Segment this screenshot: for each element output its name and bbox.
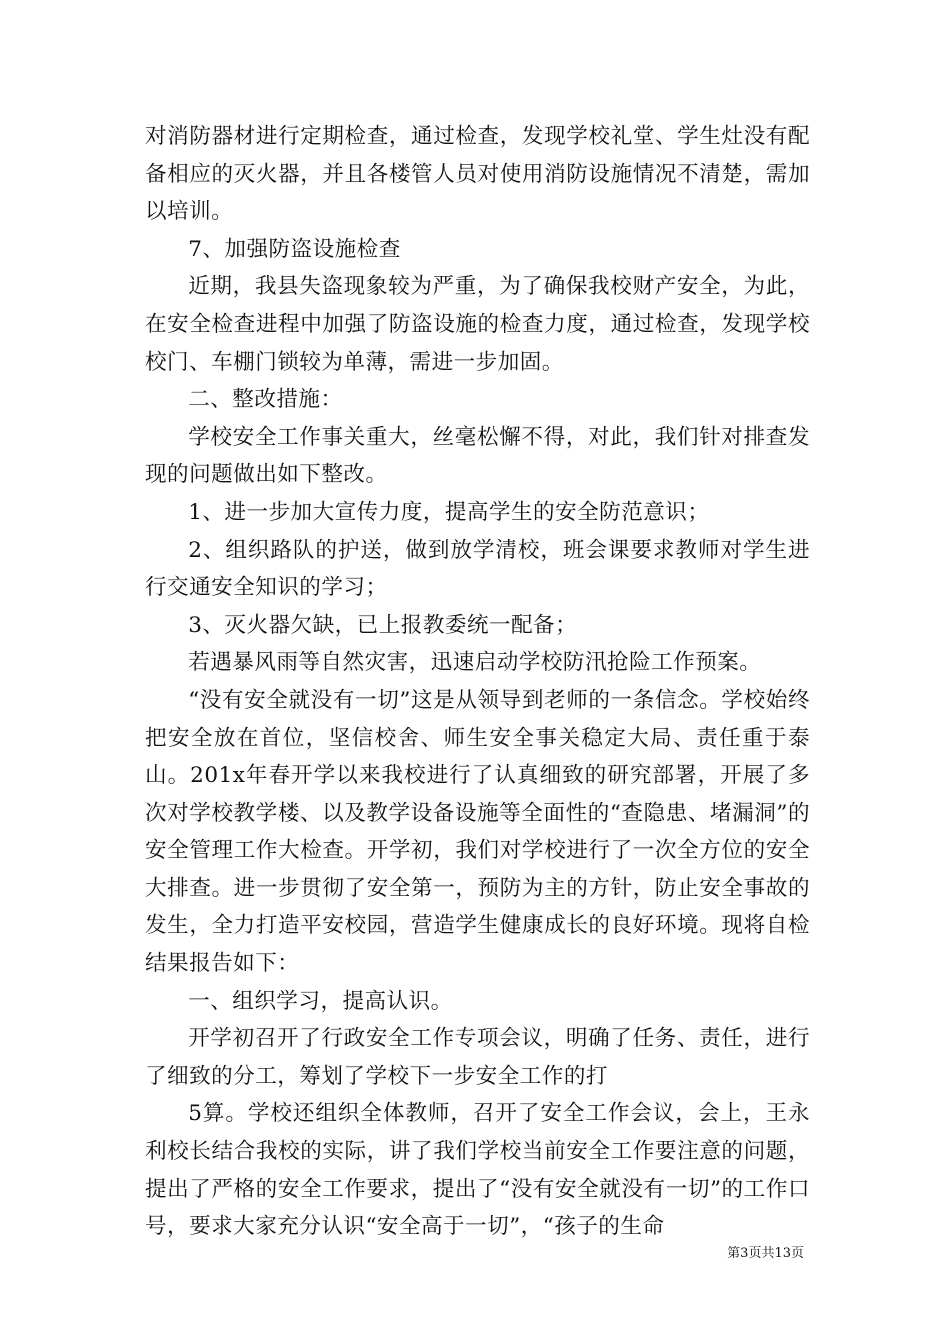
section-heading: 二、整改措施： bbox=[188, 387, 343, 413]
paragraph: 开学初召开了行政安全工作专项会议，明确了任务、责任，进行了细致的分工，筹划了学校下一步安全工作的打 bbox=[145, 1026, 810, 1089]
document-body bbox=[145, 118, 810, 1246]
paragraph: 5算。学校还组织全体教师，召开了安全工作会议，会上，王永利校长结合我校的实际，讲了我们学校当前安全工作要注意的问题，提出了严格的安全工作要求，提出了“没有安全就没有一切”的工作口号，要求大家充分认识“安全高于一切”，“孩子的生命 bbox=[145, 1101, 810, 1240]
list-item: 2、组织路队的护送，做到放学清校，班会课要求教师对学生进行交通安全知识的学习； bbox=[145, 537, 810, 601]
paragraph: 学校安全工作事关重大，丝毫松懈不得，对此，我们针对排查发现的问题做出如下整改。 bbox=[145, 424, 810, 488]
paragraph: 近期，我县失盗现象较为严重，为了确保我校财产安全，为此，在安全检查进程中加强了防盗设施的检查力度，通过检查，发现学校校门、车棚门锁较为单薄，需进一步加固。 bbox=[145, 274, 810, 375]
list-item: 3、灭火器欠缺，已上报教委统一配备； bbox=[188, 612, 578, 638]
paragraph: “没有安全就没有一切”这是从领导到老师的一条信念。学校始终把安全放在首位，坚信校舍、师生安全事关稳定大局、责任重于泰山。201x年春开学以来我校进行了认真细致的研究部署，开展了多次对学校教学楼、以及教学设备设施等全面性的“查隐患、堵漏洞”的安全管理工作大检查。开学初，我们对学校进行了一次全方位的安全大排查。进一步贯彻了安全第一，预防为主的方针，防止安全事故的发生，全力打造平安校园，营造学生健康成长的良好环境。现将自检结果报告如下： bbox=[145, 687, 810, 977]
list-item: 1、进一步加大宣传力度，提高学生的安全防范意识； bbox=[188, 499, 710, 525]
section-heading: 一、组织学习，提高认识。 bbox=[188, 988, 453, 1014]
paragraph: 对消防器材进行定期检查，通过检查，发现学校礼堂、学生灶没有配备相应的灭火器，并且各楼管人员对使用消防设施情况不清楚，需加以培训。 bbox=[145, 124, 810, 225]
section-heading: 7、加强防盗设施检查 bbox=[188, 236, 401, 262]
paragraph: 若遇暴风雨等自然灾害，迅速启动学校防汛抢险工作预案。 bbox=[188, 650, 762, 676]
page-number-footer: 第3页共13页 bbox=[727, 1246, 804, 1261]
